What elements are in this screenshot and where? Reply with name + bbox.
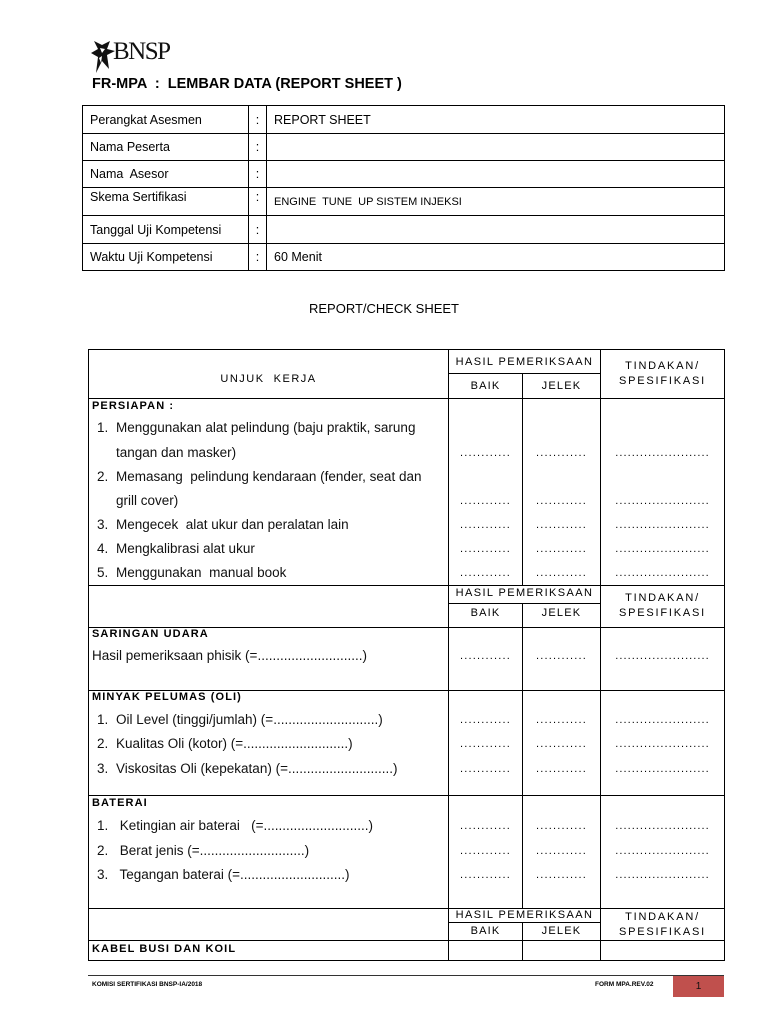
footer-divider <box>88 975 724 976</box>
table-cell <box>522 398 601 586</box>
info-separator: : <box>248 187 267 216</box>
header-spesifikasi: SPESIFIKASI <box>618 607 707 619</box>
dotted-blank: ....................... <box>615 820 710 832</box>
info-label: Nama Peserta <box>82 133 249 161</box>
section-title-baterai: BATERAI <box>92 797 148 809</box>
header-jelek: JELEK <box>541 380 582 392</box>
info-label: Tanggal Uji Kompetensi <box>82 215 249 244</box>
table-cell <box>448 398 523 586</box>
dotted-blank: ....................... <box>615 763 710 775</box>
dotted-blank: ............ <box>535 567 588 579</box>
table-cell <box>88 908 449 941</box>
header-tindakan: TINDAKAN/ <box>625 911 700 923</box>
item-text: grill cover) <box>116 493 179 508</box>
item-number: 5. <box>97 565 109 580</box>
item-number: 2. <box>97 736 109 751</box>
item-number: 3. <box>97 761 109 776</box>
dotted-blank: ............ <box>459 714 512 726</box>
table-cell <box>448 940 523 961</box>
info-value: 60 Menit <box>266 243 725 271</box>
dotted-blank: ............ <box>535 543 588 555</box>
item-text: Viskositas Oli (kepekatan) (=............................) <box>116 761 398 776</box>
dotted-blank: ............ <box>459 650 512 662</box>
item-number: 1. <box>97 818 109 833</box>
info-value <box>266 160 725 188</box>
item-text: Mengecek alat ukur dan peralatan lain <box>116 517 349 532</box>
document-title: FR-MPA : LEMBAR DATA (REPORT SHEET ) <box>92 76 402 92</box>
info-separator: : <box>248 105 267 134</box>
dotted-blank: ............ <box>459 543 512 555</box>
dotted-blank: ............ <box>459 495 512 507</box>
item-text: Menggunakan alat pelindung (baju praktik, sarung <box>116 420 416 435</box>
dotted-blank: ............ <box>459 738 512 750</box>
info-row-perangkat-asesmen <box>82 105 725 134</box>
dotted-blank: ....................... <box>615 495 710 507</box>
info-label: Skema Sertifikasi <box>82 187 249 216</box>
item-text: Tegangan baterai (=............................) <box>116 867 350 882</box>
footer-form-code: FORM MPA.REV.02 <box>595 981 654 988</box>
item-text: Hasil pemeriksaan phisik (=............................) <box>92 648 367 663</box>
dotted-blank: ............ <box>459 519 512 531</box>
item-number: 4. <box>97 541 109 556</box>
header-spesifikasi: SPESIFIKASI <box>618 926 707 938</box>
info-row-waktu-uji <box>82 243 725 271</box>
dotted-blank: ............ <box>535 650 588 662</box>
info-separator: : <box>248 243 267 271</box>
dotted-blank: ....................... <box>615 845 710 857</box>
dotted-blank: ............ <box>459 567 512 579</box>
item-number: 3. <box>97 867 109 882</box>
section-title-minyak-pelumas: MINYAK PELUMAS (OLI) <box>92 691 242 703</box>
info-value: REPORT SHEET <box>266 105 725 134</box>
info-label: Waktu Uji Kompetensi <box>82 243 249 271</box>
dotted-blank: ............ <box>459 763 512 775</box>
info-separator: : <box>248 160 267 188</box>
info-separator: : <box>248 133 267 161</box>
dotted-blank: ....................... <box>615 543 710 555</box>
item-text: Berat jenis (=............................) <box>116 843 310 858</box>
dotted-blank: ............ <box>535 763 588 775</box>
header-hasil-pemeriksaan: HASIL PEMERIKSAAN <box>455 909 594 921</box>
info-label: Nama Asesor <box>82 160 249 188</box>
info-separator: : <box>248 215 267 244</box>
dotted-blank: ....................... <box>615 650 710 662</box>
dotted-blank: ....................... <box>615 738 710 750</box>
dotted-blank: ............ <box>459 869 512 881</box>
dotted-blank: ....................... <box>615 567 710 579</box>
dotted-blank: ....................... <box>615 869 710 881</box>
section-title-saringan-udara: SARINGAN UDARA <box>92 628 209 640</box>
dotted-blank: ....................... <box>615 447 710 459</box>
dotted-blank: ............ <box>459 845 512 857</box>
item-text: tangan dan masker) <box>116 445 237 460</box>
dotted-blank: ............ <box>535 869 588 881</box>
info-row-nama-peserta <box>82 133 725 161</box>
info-value <box>266 133 725 161</box>
table-cell <box>522 940 601 961</box>
header-baik: BAIK <box>470 380 501 392</box>
item-number: 3. <box>97 517 109 532</box>
info-value: ENGINE TUNE UP SISTEM INJEKSI <box>266 187 725 216</box>
dotted-blank: ............ <box>535 845 588 857</box>
item-number: 2. <box>97 843 109 858</box>
info-label: Perangkat Asesmen <box>82 105 249 134</box>
info-row-tanggal-uji <box>82 215 725 244</box>
item-text: Menggunakan manual book <box>116 565 287 580</box>
header-jelek: JELEK <box>541 607 582 619</box>
footer-organization: KOMISI SERTIFIKASI BNSP-IA/2018 <box>92 981 203 988</box>
page-number: 1 <box>673 976 724 997</box>
header-hasil-pemeriksaan: HASIL PEMERIKSAAN <box>455 356 594 368</box>
table-cell <box>600 398 725 586</box>
dotted-blank: ............ <box>535 820 588 832</box>
item-text: Ketingian air baterai (=............................) <box>116 818 373 833</box>
info-row-nama-asesor <box>82 160 725 188</box>
section-title-kabel-busi: KABEL BUSI DAN KOIL <box>92 943 237 955</box>
bnsp-logo-text: BNSP <box>113 38 170 65</box>
sheet-title: REPORT/CHECK SHEET <box>308 301 459 316</box>
item-text: Kualitas Oli (kotor) (=............................) <box>116 736 353 751</box>
dotted-blank: ............ <box>459 447 512 459</box>
item-text: Memasang pelindung kendaraan (fender, seat dan <box>116 469 422 484</box>
item-number: 1. <box>97 712 109 727</box>
header-baik: BAIK <box>470 607 501 619</box>
item-number: 1. <box>97 420 109 435</box>
header-jelek: JELEK <box>541 925 582 937</box>
item-number: 2. <box>97 469 109 484</box>
info-row-skema-sertifikasi <box>82 187 725 216</box>
dotted-blank: ............ <box>535 519 588 531</box>
header-tindakan: TINDAKAN/ <box>625 592 700 604</box>
header-baik: BAIK <box>470 925 501 937</box>
dotted-blank: ............ <box>535 738 588 750</box>
header-hasil-pemeriksaan: HASIL PEMERIKSAAN <box>455 587 594 599</box>
dotted-blank: ............ <box>459 820 512 832</box>
info-value <box>266 215 725 244</box>
header-spesifikasi: SPESIFIKASI <box>618 375 707 387</box>
header-unjuk-kerja: UNJUK KERJA <box>220 373 317 385</box>
dotted-blank: ............ <box>535 447 588 459</box>
header-tindakan: TINDAKAN/ <box>625 360 700 372</box>
dotted-blank: ....................... <box>615 714 710 726</box>
table-cell <box>600 940 725 961</box>
dotted-blank: ............ <box>535 495 588 507</box>
table-cell <box>88 585 449 628</box>
section-title-persiapan: PERSIAPAN : <box>92 400 175 412</box>
dotted-blank: ............ <box>535 714 588 726</box>
item-text: Oil Level (tinggi/jumlah) (=............................) <box>116 712 383 727</box>
dotted-blank: ....................... <box>615 519 710 531</box>
item-text: Mengkalibrasi alat ukur <box>116 541 255 556</box>
